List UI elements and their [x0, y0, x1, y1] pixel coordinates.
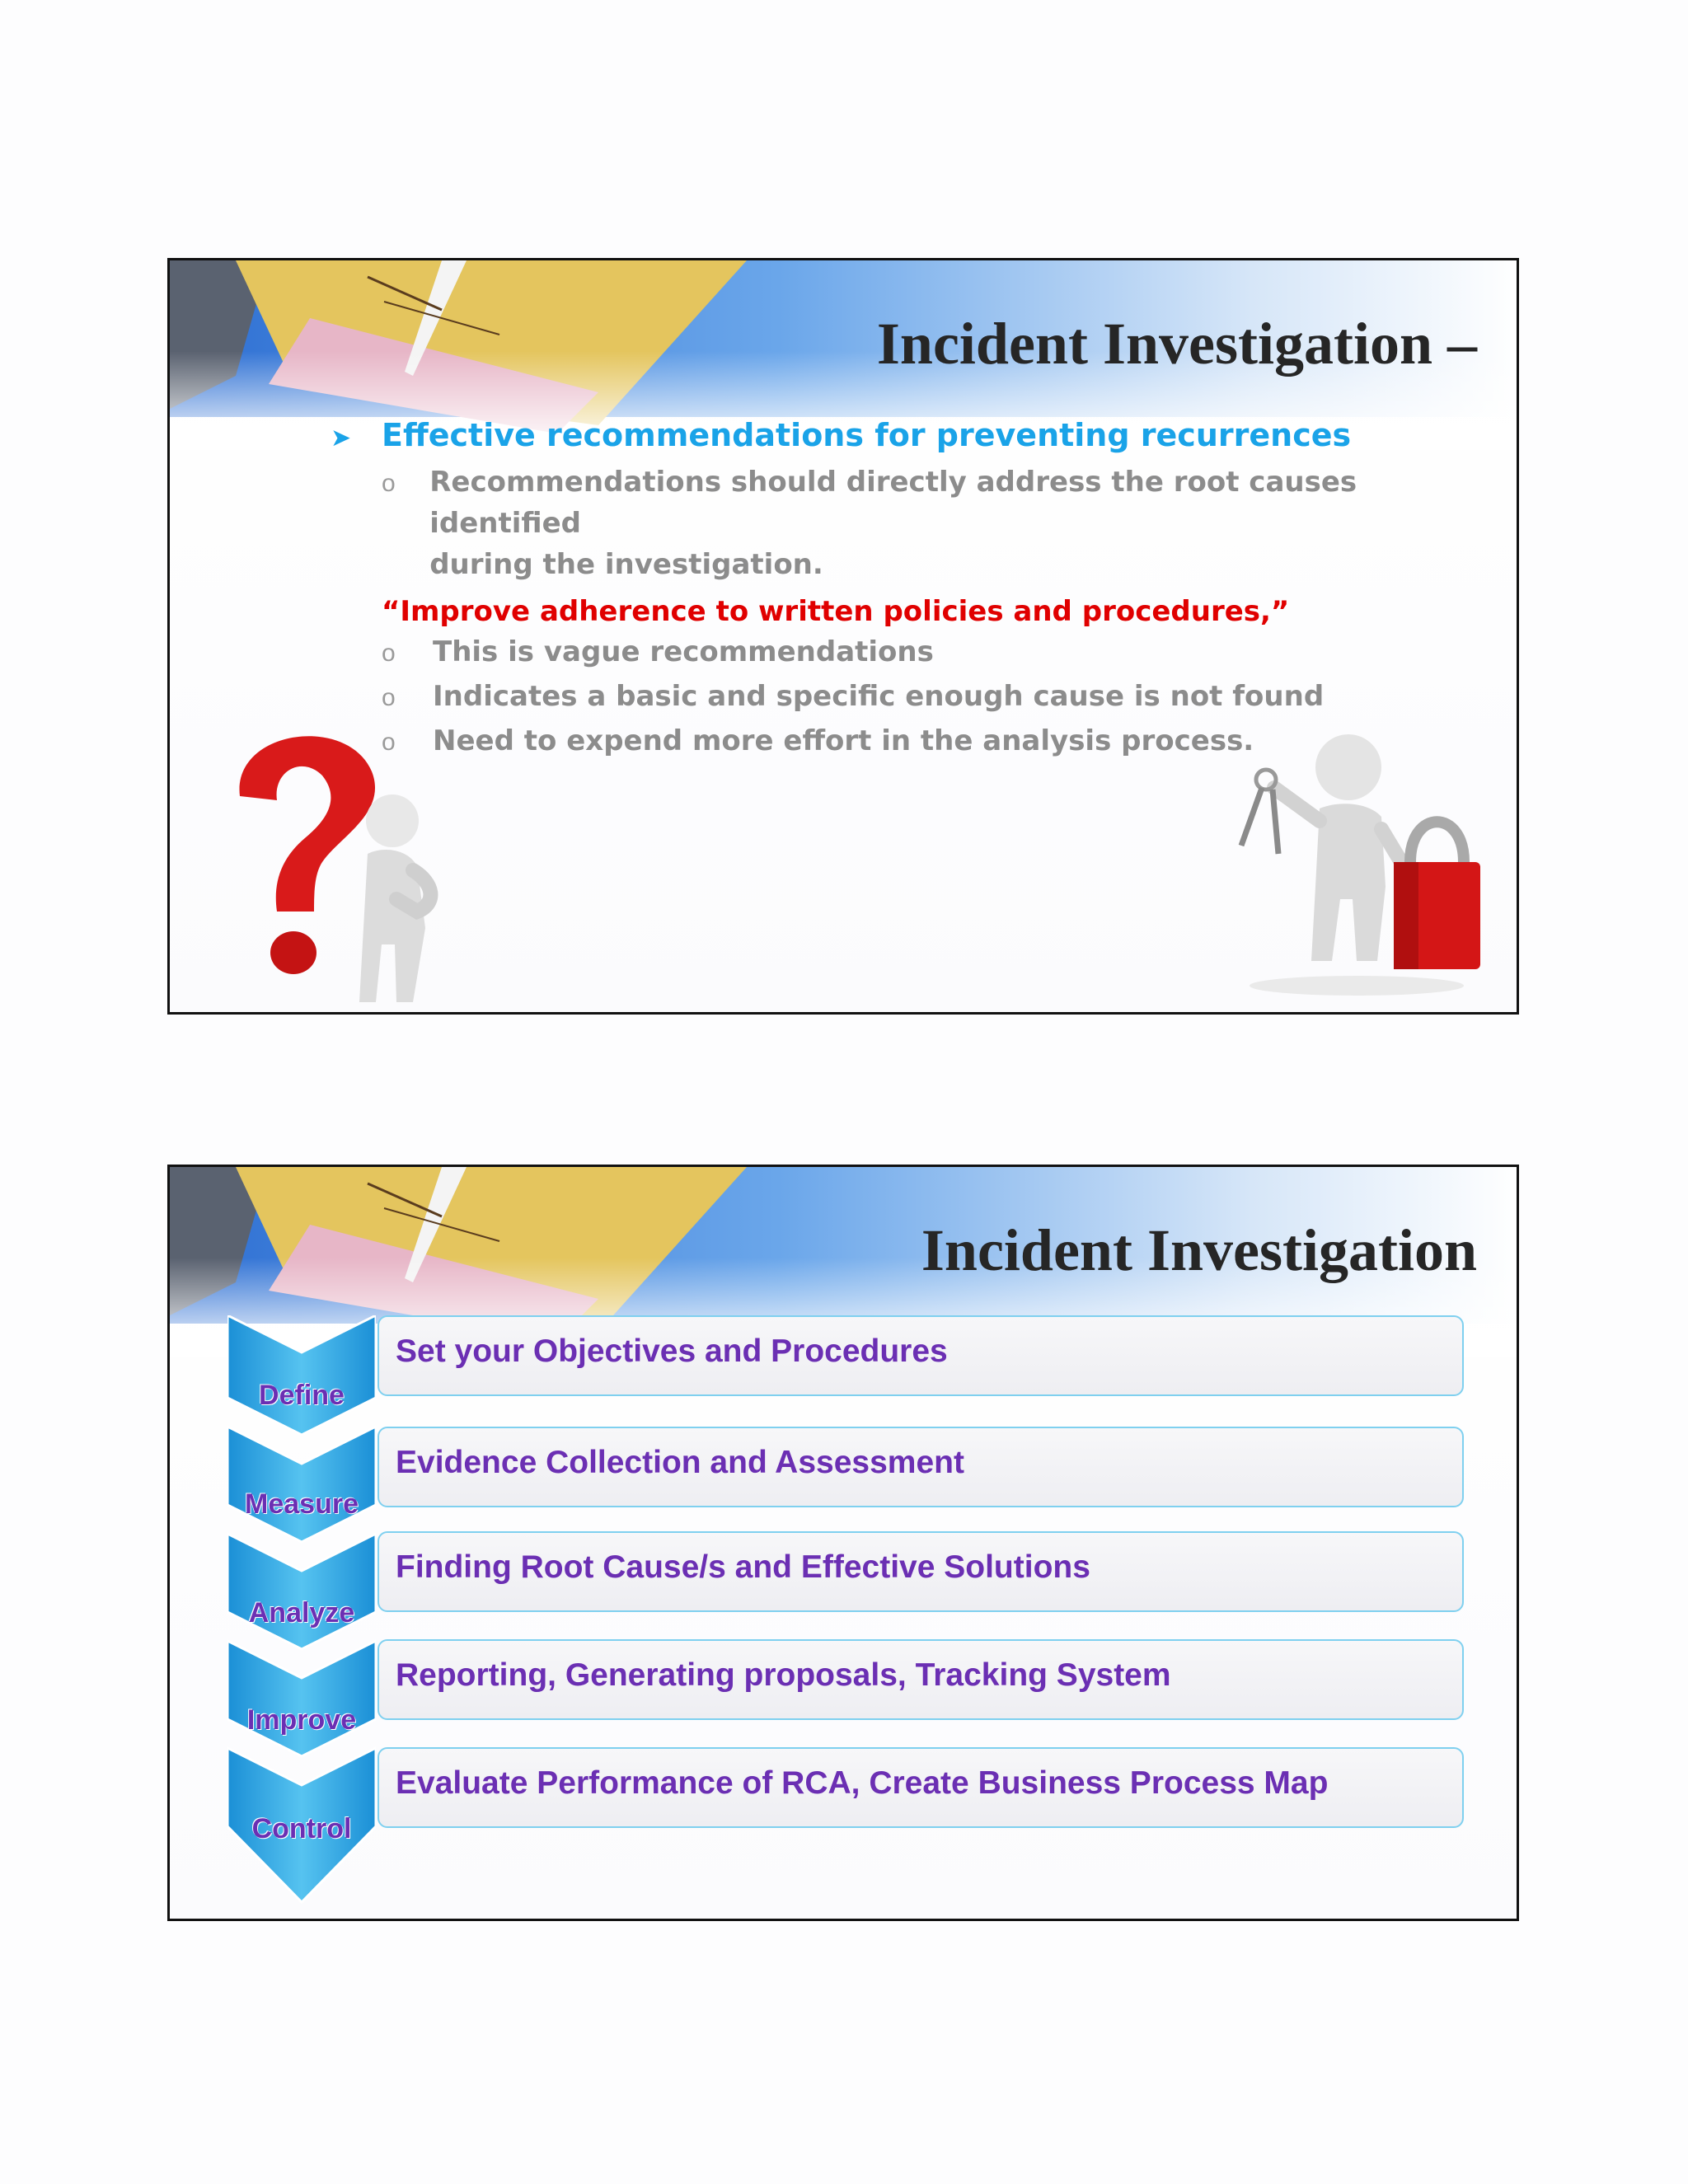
step-label-define: Define	[259, 1380, 345, 1411]
slide-title: Incident Investigation	[921, 1217, 1477, 1283]
heading-text: Effective recommendations for preventing recurrences	[382, 417, 1352, 453]
keys-padlock-figure-image	[1217, 722, 1497, 1002]
step-text: Set your Objectives and Procedures	[396, 1333, 948, 1369]
circle-bullet-icon: o	[382, 470, 396, 497]
slide-title: Incident Investigation –	[876, 311, 1477, 377]
point-3: Indicates a basic and specific enough cause is not found	[433, 680, 1325, 713]
step-box-measure	[377, 1427, 1464, 1507]
step-label-measure: Measure	[245, 1488, 359, 1520]
question-figure-image	[207, 705, 504, 1015]
circle-bullet-icon: o	[382, 729, 396, 756]
slide-1	[167, 258, 1519, 1015]
point-4: Need to expend more effort in the analysis process.	[433, 724, 1254, 757]
circle-bullet-icon: o	[382, 684, 396, 711]
step-text: Reporting, Generating proposals, Tracking System	[396, 1657, 1171, 1693]
sub-bullet	[382, 631, 1451, 673]
point-1-line-2: during the investigation.	[429, 548, 823, 581]
bullet-heading	[331, 417, 1451, 453]
slide-2	[167, 1165, 1519, 1921]
step-label-control: Control	[251, 1813, 352, 1844]
point-2: This is vague recommendations	[433, 635, 934, 668]
step-box-define	[377, 1315, 1464, 1396]
step-text: Evidence Collection and Assessment	[396, 1445, 964, 1480]
sub-bullet	[382, 462, 1451, 585]
point-1-line-1: Recommendations should directly address the root causes identified	[429, 466, 1357, 540]
step-label-analyze: Analyze	[248, 1597, 355, 1629]
arrow-bullet-icon: ➤	[331, 424, 352, 452]
step-box-improve	[377, 1639, 1464, 1720]
quote-text: “Improve adherence to written policies and procedures,”	[382, 595, 1290, 628]
step-box-control	[377, 1747, 1464, 1828]
circle-bullet-icon: o	[382, 640, 396, 667]
step-box-analyze	[377, 1531, 1464, 1612]
step-text: Finding Root Cause/s and Effective Solutions	[396, 1549, 1090, 1585]
sub-bullet	[382, 676, 1451, 717]
step-text: Evaluate Performance of RCA, Create Business Process Map	[396, 1765, 1329, 1801]
step-label-improve: Improve	[246, 1704, 357, 1736]
